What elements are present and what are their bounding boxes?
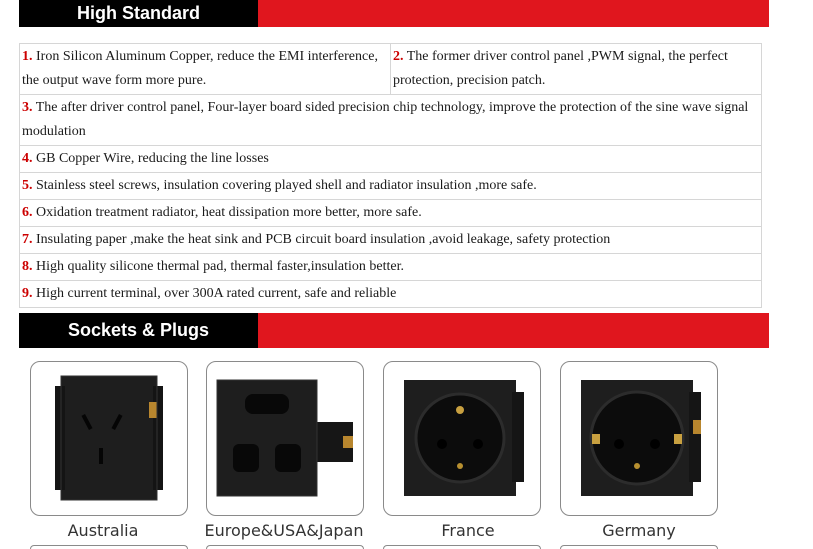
spec-cell bbox=[20, 95, 762, 146]
spec-number: 6. bbox=[22, 205, 33, 220]
spec-cell bbox=[391, 44, 762, 95]
spec-number: 1. bbox=[22, 49, 33, 64]
table-row bbox=[20, 95, 762, 146]
spec-text: High quality silicone thermal pad, thermal faster,insulation better. bbox=[32, 259, 405, 274]
spec-text: The former driver control panel ,PWM signal, the perfect protection, precision patch. bbox=[393, 49, 728, 88]
france-label: France bbox=[441, 521, 495, 540]
spec-text: Iron Silicon Aluminum Copper, reduce the EMI interference, the output wave form more pure. bbox=[22, 49, 378, 88]
table-row bbox=[20, 200, 762, 227]
next-card-edge bbox=[383, 545, 541, 549]
germany-socket-card[interactable] bbox=[560, 361, 718, 516]
spec-cell bbox=[20, 173, 762, 200]
spec-number: 4. bbox=[22, 151, 33, 166]
spec-text: Stainless steel screws, insulation covering played shell and radiator insulation ,more safe. bbox=[32, 178, 537, 193]
table-row bbox=[20, 44, 762, 95]
spec-cell bbox=[20, 254, 762, 281]
spec-text: The after driver control panel, Four-layer board sided precision chip technology, improve the protection of the sine wave signal modulation bbox=[22, 100, 749, 139]
spec-cell bbox=[20, 200, 762, 227]
spec-number: 9. bbox=[22, 286, 33, 301]
spec-number: 5. bbox=[22, 178, 33, 193]
next-card-edge bbox=[560, 545, 718, 549]
spec-cell bbox=[20, 146, 762, 173]
spec-number: 7. bbox=[22, 232, 33, 247]
spec-text: GB Copper Wire, reducing the line losses bbox=[32, 151, 269, 166]
table-row bbox=[20, 254, 762, 281]
spec-cell bbox=[20, 227, 762, 254]
spec-text: Insulating paper ,make the heat sink and PCB circuit board insulation ,avoid leakage, safety protection bbox=[32, 232, 611, 247]
france-socket-card[interactable] bbox=[383, 361, 541, 516]
high-standard-title: High Standard bbox=[77, 2, 201, 23]
australia-socket-image bbox=[31, 362, 187, 515]
table-row bbox=[20, 227, 762, 254]
specs-table bbox=[19, 43, 762, 308]
sockets-plugs-title: Sockets & Plugs bbox=[67, 320, 210, 340]
high-standard-banner bbox=[19, 0, 769, 27]
spec-cell bbox=[20, 281, 762, 308]
table-row bbox=[20, 146, 762, 173]
australia-socket-card[interactable] bbox=[30, 361, 188, 516]
next-card-edge bbox=[30, 545, 188, 549]
spec-text: High current terminal, over 300A rated current, safe and reliable bbox=[32, 286, 397, 301]
spec-text: Oxidation treatment radiator, heat dissipation more better, more safe. bbox=[32, 205, 422, 220]
universal-socket-card[interactable] bbox=[206, 361, 364, 516]
universal-socket-image bbox=[207, 362, 363, 515]
france-socket-image bbox=[384, 362, 540, 515]
spec-number: 2. bbox=[393, 49, 404, 64]
australia-label: Australia bbox=[67, 521, 139, 540]
universal-label: Europe&USA&Japan bbox=[204, 521, 364, 540]
sockets-plugs-banner bbox=[19, 313, 769, 348]
table-row bbox=[20, 173, 762, 200]
germany-socket-image bbox=[561, 362, 717, 515]
next-card-edge bbox=[206, 545, 364, 549]
germany-label: Germany bbox=[602, 521, 676, 540]
spec-number: 3. bbox=[22, 100, 33, 115]
spec-number: 8. bbox=[22, 259, 33, 274]
spec-cell bbox=[20, 44, 391, 95]
table-row bbox=[20, 281, 762, 308]
